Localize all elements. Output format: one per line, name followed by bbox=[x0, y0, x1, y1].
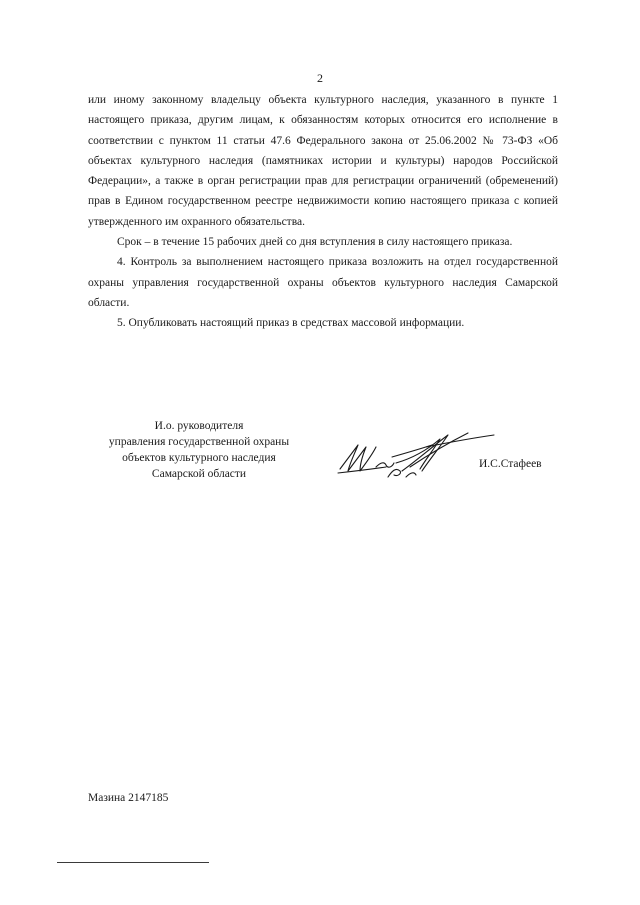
signer-name: И.С.Стафеев bbox=[479, 458, 542, 470]
footer-divider bbox=[57, 862, 209, 863]
page-number: 2 bbox=[317, 71, 323, 85]
handwritten-signature bbox=[336, 427, 506, 487]
paragraph-item-4: 4. Контроль за выполнением настоящего приказа возложить на отдел государственной охраны управления государственной охраны объектов культурного наследия Самарской области. bbox=[88, 256, 558, 309]
signatory-title bbox=[80, 418, 318, 482]
paragraph-deadline: Срок – в течение 15 рабочих дней со дня вступления в силу настоящего приказа. bbox=[117, 236, 513, 249]
executor-note: Мазина 2147185 bbox=[88, 792, 169, 804]
document-body bbox=[88, 90, 558, 334]
signatory-title-line: управления государственной охраны bbox=[108, 436, 290, 448]
paragraph-continuation: или иному законному владельцу объекта культурного наследия, указанного в пункте 1 настоящего приказа, другим лицам, к обязанностям которых относится его исполнение в соответствии с пунктом 11 статьи 47.6 Федерального закона от 25.06.2002 № 73-ФЗ «Об объектах культурного наследия (памятниках истории и культуры) народов Российской Федерации», а также в орган регистрации прав для регистрации ограничений (обременений) прав в Едином государственном реестре недвижимости копию настоящего приказа с копией утвержденного им охранного обязательства. bbox=[88, 94, 558, 228]
signatory-title-line: Самарской области bbox=[151, 468, 247, 480]
signatory-title-line: объектов культурного наследия bbox=[122, 452, 276, 464]
paragraph-item-5: 5. Опубликовать настоящий приказ в средствах массовой информации. bbox=[117, 317, 465, 330]
signatory-title-line: И.о. руководителя bbox=[154, 420, 244, 432]
